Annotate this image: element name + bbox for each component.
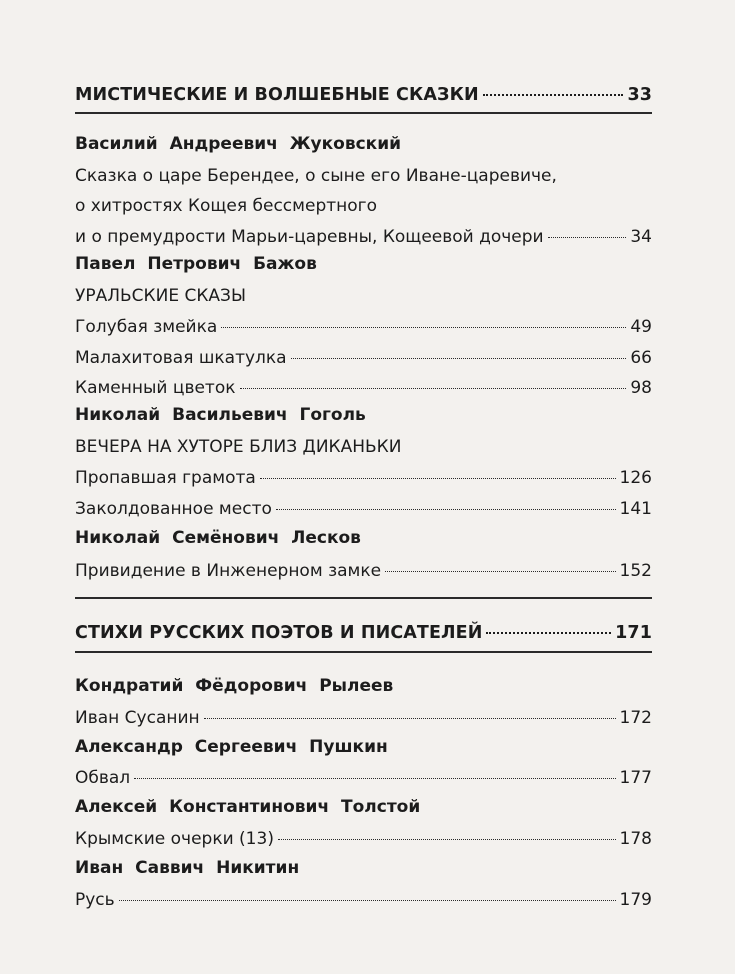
toc-entry[interactable] <box>75 347 652 369</box>
author-name <box>75 857 652 879</box>
toc-entry[interactable] <box>75 316 652 338</box>
author-name <box>75 404 652 426</box>
entry-page: 177 <box>619 768 652 788</box>
collection-title-text: ВЕЧЕРА НА ХУТОРЕ БЛИЗ ДИКАНЬКИ <box>75 437 402 457</box>
section-heading[interactable] <box>75 84 652 106</box>
collection-title <box>75 285 652 307</box>
section-divider <box>75 597 652 599</box>
author-name-text: Александр Сергеевич Пушкин <box>75 737 388 757</box>
author-name-text: Иван Саввич Никитин <box>75 858 300 878</box>
author-name-text: Николай Семёнович Лесков <box>75 528 361 548</box>
dot-leader <box>260 478 616 479</box>
entry-title: Крымские очерки (13) <box>75 829 274 849</box>
toc-entry[interactable] <box>75 707 652 729</box>
entry-page: 179 <box>619 890 652 910</box>
section-page: 33 <box>627 85 652 105</box>
toc-entry[interactable] <box>75 226 652 248</box>
entry-title: Пропавшая грамота <box>75 468 256 488</box>
entry-title-text: Сказка о царе Берендее, о сыне его Иване-царевиче, <box>75 166 557 186</box>
entry-title-line <box>75 195 652 217</box>
collection-title <box>75 436 652 458</box>
author-name-text: Николай Васильевич Гоголь <box>75 405 366 425</box>
entry-page: 66 <box>630 348 652 368</box>
dot-leader <box>119 900 616 901</box>
toc-entry[interactable] <box>75 889 652 911</box>
dot-leader <box>221 327 626 328</box>
dot-leader <box>548 237 627 238</box>
entry-title: Малахитовая шкатулка <box>75 348 287 368</box>
author-name-text: Василий Андреевич Жуковский <box>75 134 402 154</box>
entry-page: 152 <box>619 561 652 581</box>
entry-page: 141 <box>619 499 652 519</box>
author-name-text: Алексей Константинович Толстой <box>75 797 421 817</box>
entry-title: Каменный цветок <box>75 378 236 398</box>
author-name <box>75 253 652 275</box>
author-name <box>75 796 652 818</box>
toc-entry[interactable] <box>75 828 652 850</box>
section-divider <box>75 112 652 114</box>
entry-title: Русь <box>75 890 115 910</box>
entry-title: Заколдованное место <box>75 499 272 519</box>
toc-entry[interactable] <box>75 767 652 789</box>
dot-leader <box>276 509 616 510</box>
toc-entry[interactable] <box>75 498 652 520</box>
entry-page: 98 <box>630 378 652 398</box>
dot-leader <box>240 388 627 389</box>
toc-entry[interactable] <box>75 377 652 399</box>
entry-title-text: о хитростях Кощея бессмертного <box>75 196 377 216</box>
author-name <box>75 133 652 155</box>
author-name <box>75 736 652 758</box>
section-divider <box>75 651 652 653</box>
section-title: СТИХИ РУССКИХ ПОЭТОВ И ПИСАТЕЛЕЙ <box>75 623 483 643</box>
section-heading[interactable] <box>75 622 652 644</box>
dot-leader <box>486 632 611 634</box>
entry-title: Привидение в Инженерном замке <box>75 561 382 581</box>
author-name <box>75 527 652 549</box>
collection-title-text: УРАЛЬСКИЕ СКАЗЫ <box>75 286 246 306</box>
entry-title: Голубая змейка <box>75 317 218 337</box>
toc-entry[interactable] <box>75 467 652 489</box>
section-page: 171 <box>615 623 652 643</box>
dot-leader <box>204 718 616 719</box>
entry-page: 34 <box>630 227 652 247</box>
entry-page: 172 <box>619 708 652 728</box>
dot-leader <box>291 358 627 359</box>
section-title: МИСТИЧЕСКИЕ И ВОЛШЕБНЫЕ СКАЗКИ <box>75 85 479 105</box>
dot-leader <box>483 94 624 96</box>
entry-page: 49 <box>630 317 652 337</box>
dot-leader <box>385 571 615 572</box>
author-name <box>75 675 652 697</box>
entry-title: Обвал <box>75 768 131 788</box>
entry-page: 126 <box>619 468 652 488</box>
entry-title: и о премудрости Марьи-царевны, Кощеевой дочери <box>75 227 544 247</box>
dot-leader <box>278 839 616 840</box>
author-name-text: Кондратий Фёдорович Рылеев <box>75 676 394 696</box>
dot-leader <box>134 778 615 779</box>
author-name-text: Павел Петрович Бажов <box>75 254 317 274</box>
toc-entry[interactable] <box>75 560 652 582</box>
entry-title-line <box>75 165 652 187</box>
entry-page: 178 <box>619 829 652 849</box>
entry-title: Иван Сусанин <box>75 708 200 728</box>
